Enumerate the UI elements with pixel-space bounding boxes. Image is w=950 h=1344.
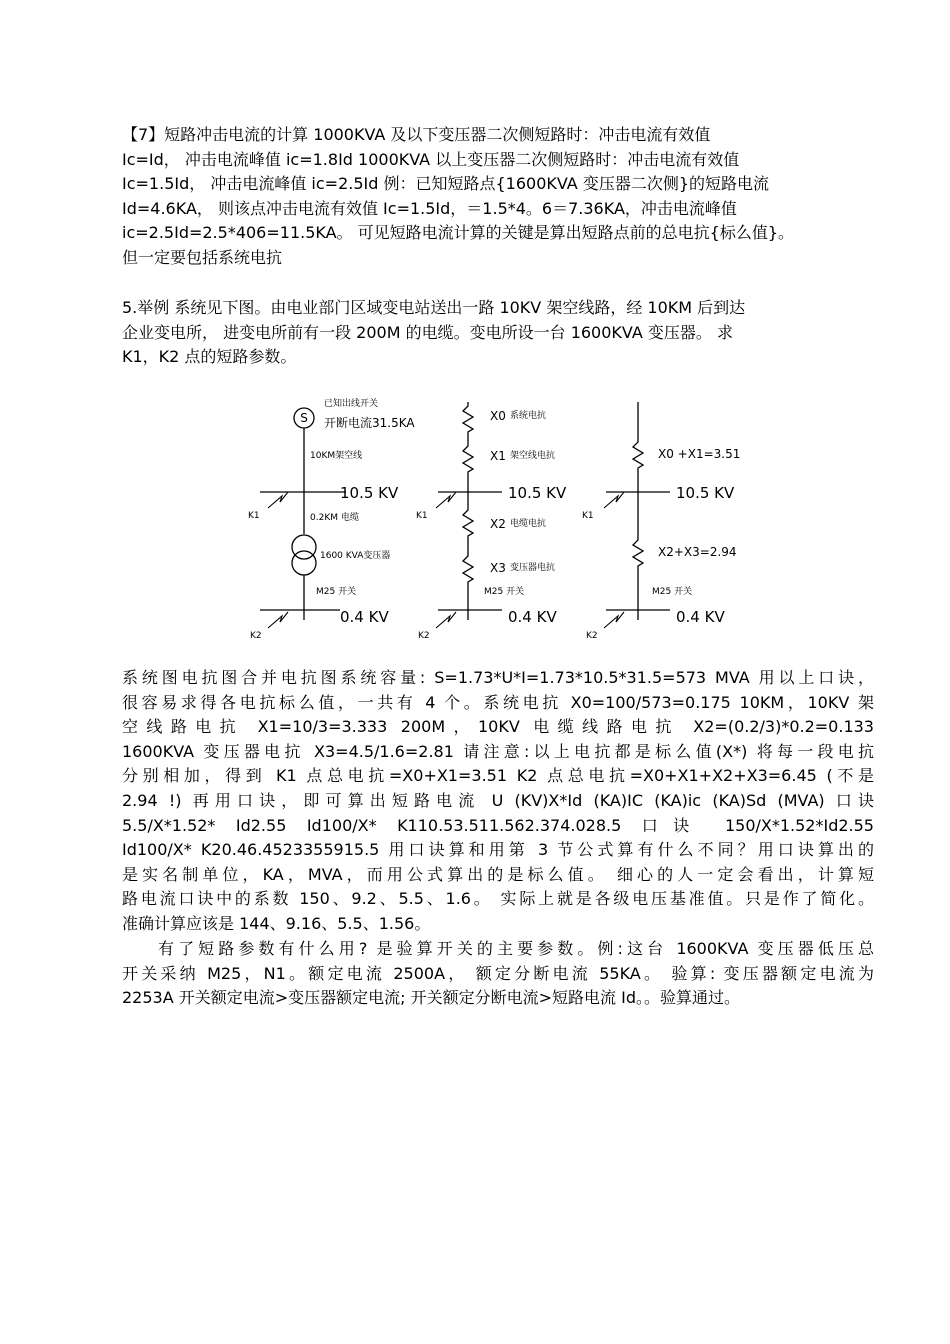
k1-label: K1 <box>416 511 428 521</box>
text-line: 2253A 开关额定电流>变压器额定电流; 开关额定分断电流>短路电流 Id。。验算通过。 <box>122 988 741 1008</box>
text-line: 5.5/X*1.52* Id2.55 Id100/X* K110.53.511.562.374.028.5 口诀 150/X*1.52*Id2.55 <box>122 815 874 835</box>
text-line: 准确计算应该是 144、9.16、5.5、1.56。 <box>122 913 431 933</box>
paragraph-calculation <box>122 666 874 937</box>
text-line: 5.举例 系统见下图。由电业部门区域变电站送出一路 10KV 架空线路，经 10KM 后到达 <box>122 298 746 317</box>
k2-label: K2 <box>250 631 262 641</box>
combined-chain <box>633 402 643 620</box>
text-line: 企业变电所， 进变电所前有一段 200M 的电缆。变电所设一台 1600KVA 变压器。 求 <box>122 322 733 342</box>
text-line: ic=2.5Id=2.5*406=11.5KA。 可见短路电流计算的关键是算出短路点前的总电抗{标么值}。 <box>122 223 794 243</box>
text-line: Id100/X* K20.46.4523355915.5 用口诀算和用第 3 节公式算有什么不同？用口诀算出的 <box>122 840 874 860</box>
bus-lv-label: 0.4 KV <box>508 608 557 626</box>
source-label: S <box>300 411 308 425</box>
text-line: 【7】短路冲击电流的计算 1000KVA 及以下变压器二次侧短路时：冲击电流有效值 <box>122 125 711 144</box>
text-line: Ic=Id， 冲击电流峰值 ic=1.8Id 1000KVA 以上变压器二次侧短路时：冲击电流有效值 <box>122 149 740 169</box>
paragraph-example <box>122 296 874 370</box>
k1-fault-arrow <box>604 492 624 508</box>
text-line: Ic=1.5Id， 冲击电流峰值 ic=2.5Id 例：已知短路点{1600KVA 变压器二次侧}的短路电流 <box>122 174 769 194</box>
text-line: K1，K2 点的短路参数。 <box>122 347 297 367</box>
bus-lv-label: 0.4 KV <box>340 608 389 626</box>
text-line: 分别相加，得到 K1 点总电抗=X0+X1=3.51 K2 点总电抗=X0+X1+X2+X3=6.45 (不是 <box>122 766 874 786</box>
system-diagram <box>248 397 415 641</box>
overhead-line-label: 10KM架空线 <box>310 451 363 461</box>
x23-label: X2+X3=2.94 <box>658 545 737 559</box>
x3-desc: 变压器电抗 <box>510 563 556 573</box>
text-line: 系统图电抗图合并电抗图系统容量: S=1.73*U*I=1.73*10.5*31.5=573 MVA 用以上口诀， <box>122 668 874 687</box>
k2-fault-arrow <box>436 612 456 628</box>
breaker-label: 已知出线开关 <box>324 399 379 409</box>
paragraph-verification <box>122 937 874 1011</box>
k2-fault-arrow <box>604 612 624 628</box>
paragraph-impulse-current <box>122 123 874 271</box>
k1-label: K1 <box>582 511 594 521</box>
k1-fault-arrow <box>268 492 288 508</box>
x01-label: X0 +X1=3.51 <box>658 447 741 461</box>
k2-label: K2 <box>586 631 598 641</box>
x2-label: X2 <box>490 517 506 531</box>
transformer-label: 1600 KVA变压器 <box>320 551 391 561</box>
x1-desc: 架空线电抗 <box>510 451 556 461</box>
switch-label: M25 开关 <box>652 587 693 597</box>
x0-label: X0 <box>490 409 506 423</box>
text-line: 有了短路参数有什么用? 是验算开关的主要参数。例:这台 1600KVA 变压器低压总 <box>158 939 874 958</box>
x2-desc: 电缆电抗 <box>510 519 547 529</box>
text-line: Id=4.6KA， 则该点冲击电流有效值 Ic=1.5Id，＝1.5*4。6＝7.36KA，冲击电流峰值 <box>122 198 737 218</box>
text-line: 2.94 !) 再用口诀，即可算出短路电流 U (KV)X*Id (KA)IC (KA)ic (KA)Sd (MVA) 口诀 <box>122 790 874 810</box>
k2-fault-arrow <box>268 612 288 628</box>
system-reactance-diagram <box>240 392 741 642</box>
text-line: 开关采纳 M25，N1。额定电流 2500A， 额定分断电流 55KA。 验算: 变压器额定电流为 <box>122 963 874 983</box>
bus-hv-label: 10.5 KV <box>340 484 399 502</box>
transformer-secondary <box>292 551 316 575</box>
switch-label: M25 开关 <box>316 587 357 597</box>
reactance-diagram <box>416 402 567 641</box>
x0-desc: 系统电抗 <box>510 411 547 421</box>
text-line: 1600KVA 变压器电抗 X3=4.5/1.6=2.81 请注意:以上电抗都是标么值(X*) 将每一段电抗 <box>122 741 874 761</box>
text-line: 空线路电抗 X1=10/3=3.333 200M，10KV 电缆线路电抗 X2=(0.2/3)*0.2=0.133 <box>122 717 874 737</box>
text-line: 是实名制单位，KA，MVA，而用公式算出的是标么值。 细心的人一定会看出，计算短 <box>122 864 874 884</box>
transformer-primary <box>292 535 316 559</box>
k1-label: K1 <box>248 511 260 521</box>
text-line: 但一定要包括系统电抗 <box>122 247 283 267</box>
breaker-current-label: 开断电流31.5KA <box>324 416 415 430</box>
k1-fault-arrow <box>436 492 456 508</box>
switch-label: M25 开关 <box>484 587 525 597</box>
combined-reactance-diagram <box>582 402 740 641</box>
text-line: 很容易求得各电抗标么值，一共有 4 个。系统电抗 X0=100/573=0.175 10KM，10KV 架 <box>122 692 874 712</box>
bus-hv-label: 10.5 KV <box>508 484 567 502</box>
x1-label: X1 <box>490 449 506 463</box>
k2-label: K2 <box>418 631 430 641</box>
bus-lv-label: 0.4 KV <box>676 608 725 626</box>
cable-label: 0.2KM 电缆 <box>310 513 359 523</box>
text-line: 路电流口诀中的系数 150、9.2、5.5、1.6。 实际上就是各级电压基准值。只是作了简化。 <box>122 889 874 909</box>
reactance-chain <box>463 402 473 620</box>
bus-hv-label: 10.5 KV <box>676 484 735 502</box>
x3-label: X3 <box>490 561 506 575</box>
